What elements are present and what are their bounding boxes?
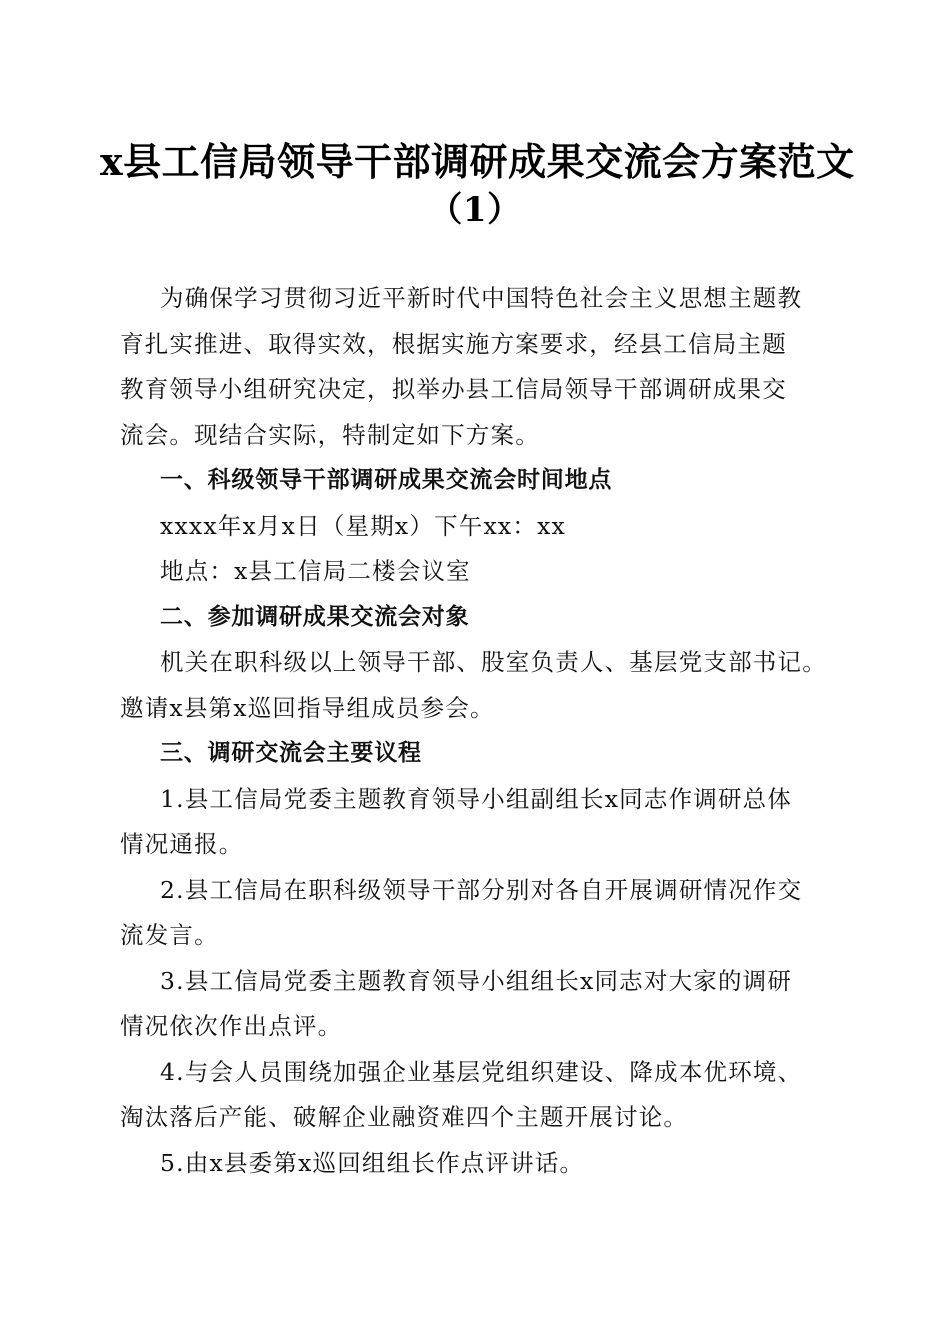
agenda-item: 5.由x县委第x巡回组组长作点评讲话。 <box>160 1148 585 1177</box>
document-title: x县工信局领导干部调研成果交流会方案范文 <box>100 139 855 184</box>
section-heading-agenda: 三、调研交流会主要议程 <box>160 740 422 766</box>
agenda-item: 2.县工信局在职科级领导干部分别对各自开展调研情况作交 <box>160 875 803 904</box>
document-title-number: （1） <box>428 190 522 230</box>
participants-line: 邀请x县第x巡回指导组成员参会。 <box>120 693 495 722</box>
document-body <box>120 276 840 1186</box>
agenda-item: 3.县工信局党委主题教育领导小组组长x同志对大家的调研 <box>160 966 793 995</box>
participants-line: 机关在职科级以上领导干部、股室负责人、基层党支部书记。 <box>160 648 827 676</box>
section-heading-time-place: 一、科级领导干部调研成果交流会时间地点 <box>160 467 613 493</box>
section-heading-participants: 二、参加调研成果交流会对象 <box>160 603 470 630</box>
agenda-item-continued: 流发言。 <box>120 921 219 949</box>
agenda-item-continued: 情况依次作出点评。 <box>120 1012 343 1040</box>
agenda-item: 4.与会人员围绕加强企业基层党组织建设、降成本优环境、 <box>160 1057 803 1086</box>
meeting-time: xxxx年x月x日（星期x）下午xx：xx <box>160 511 566 540</box>
agenda-item-continued: 淘汰落后产能、破解企业融资难四个主题开展讨论。 <box>120 1103 689 1131</box>
agenda-item: 1.县工信局党委主题教育领导小组副组长x同志作调研总体 <box>160 784 793 813</box>
meeting-place: 地点：x县工信局二楼会议室 <box>160 557 471 585</box>
intro-line: 流会。现结合实际，特制定如下方案。 <box>120 420 540 449</box>
agenda-item-continued: 情况通报。 <box>120 830 244 858</box>
intro-line: 为确保学习贯彻习近平新时代中国特色社会主义思想主题教 <box>160 284 803 312</box>
intro-line: 育扎实推进、取得实效，根据实施方案要求，经县工信局主题 <box>120 329 787 358</box>
intro-line: 教育领导小组研究决定，拟举办县工信局领导干部调研成果交 <box>120 375 787 403</box>
